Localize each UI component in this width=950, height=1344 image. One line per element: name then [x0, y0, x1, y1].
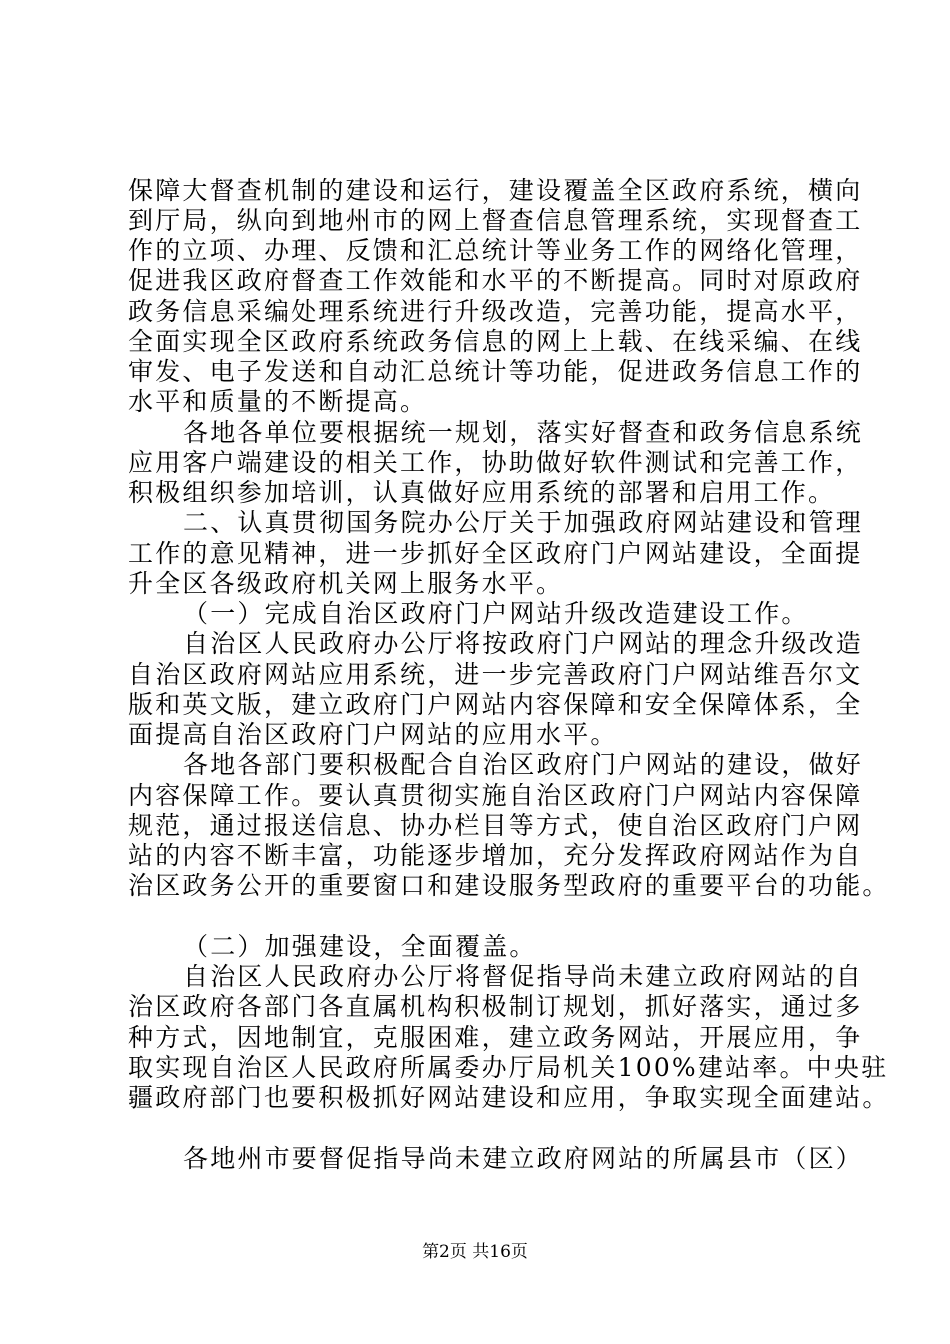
- paragraph-line: 疆政府部门也要积极抓好网站建设和应用，争取实现全面建站。: [128, 1083, 890, 1112]
- paragraph-line: 规范，通过报送信息、协办栏目等方式，使自治区政府门户网: [128, 811, 863, 840]
- paragraph-line: 水平和质量的不断提高。: [128, 387, 428, 416]
- paragraph-line: 应用客户端建设的相关工作，协助做好软件测试和完善工作，: [128, 448, 863, 477]
- paragraph-line: 各地州市要督促指导尚未建立政府网站的所属县市（区）: [183, 1144, 864, 1173]
- paragraph-line: 保障大督查机制的建设和运行，建设覆盖全区政府系统，横向: [128, 176, 863, 205]
- paragraph-line: 积极组织参加培训，认真做好应用系统的部署和启用工作。: [128, 478, 836, 507]
- subsection-heading: （一）完成自治区政府门户网站升级改造建设工作。: [183, 599, 809, 628]
- paragraph-line: 政务信息采编处理系统进行升级改造，完善功能，提高水平，: [128, 297, 863, 326]
- paragraph-line: 全面实现全区政府系统政务信息的网上上载、在线采编、在线: [128, 327, 863, 356]
- section-heading: 二、认真贯彻国务院办公厅关于加强政府网站建设和管理: [183, 508, 864, 537]
- paragraph-line: 各地各单位要根据统一规划，落实好督查和政务信息系统: [183, 418, 864, 447]
- paragraph-line: 作的立项、办理、反馈和汇总统计等业务工作的网络化管理，: [128, 236, 863, 265]
- paragraph-line: 种方式，因地制宜，克服困难，建立政务网站，开展应用，争: [128, 1023, 863, 1052]
- paragraph-line: 面提高自治区政府门户网站的应用水平。: [128, 720, 618, 749]
- paragraph-line: 到厅局，纵向到地州市的网上督查信息管理系统，实现督查工: [128, 206, 863, 235]
- paragraph-line: 治区政府各部门各直属机构积极制订规划，抓好落实，通过多: [128, 992, 863, 1021]
- paragraph-line: 内容保障工作。要认真贯彻实施自治区政府门户网站内容保障: [128, 781, 863, 810]
- paragraph-line: 各地各部门要积极配合自治区政府门户网站的建设，做好: [183, 750, 864, 779]
- paragraph-line: 升全区各级政府机关网上服务水平。: [128, 569, 564, 598]
- paragraph-line: 治区政务公开的重要窗口和建设服务型政府的重要平台的功能。: [128, 871, 890, 900]
- paragraph-line: 取实现自治区人民政府所属委办厅局机关100%建站率。中央驻: [128, 1053, 889, 1082]
- subsection-heading: （二）加强建设，全面覆盖。: [183, 932, 537, 961]
- page-number: 第2页 共16页: [422, 1242, 528, 1262]
- paragraph-line: 工作的意见精神，进一步抓好全区政府门户网站建设，全面提: [128, 539, 863, 568]
- paragraph-line: 站的内容不断丰富，功能逐步增加，充分发挥政府网站作为自: [128, 841, 863, 870]
- paragraph-line: 自治区人民政府办公厅将督促指导尚未建立政府网站的自: [183, 962, 864, 991]
- paragraph-line: 自治区政府网站应用系统，进一步完善政府门户网站维吾尔文: [128, 660, 863, 689]
- paragraph-line: 审发、电子发送和自动汇总统计等功能，促进政务信息工作的: [128, 357, 863, 386]
- paragraph-line: 版和英文版，建立政府门户网站内容保障和安全保障体系，全: [128, 690, 863, 719]
- paragraph-line: 自治区人民政府办公厅将按政府门户网站的理念升级改造: [183, 629, 864, 658]
- paragraph-line: 促进我区政府督查工作效能和水平的不断提高。同时对原政府: [128, 266, 863, 295]
